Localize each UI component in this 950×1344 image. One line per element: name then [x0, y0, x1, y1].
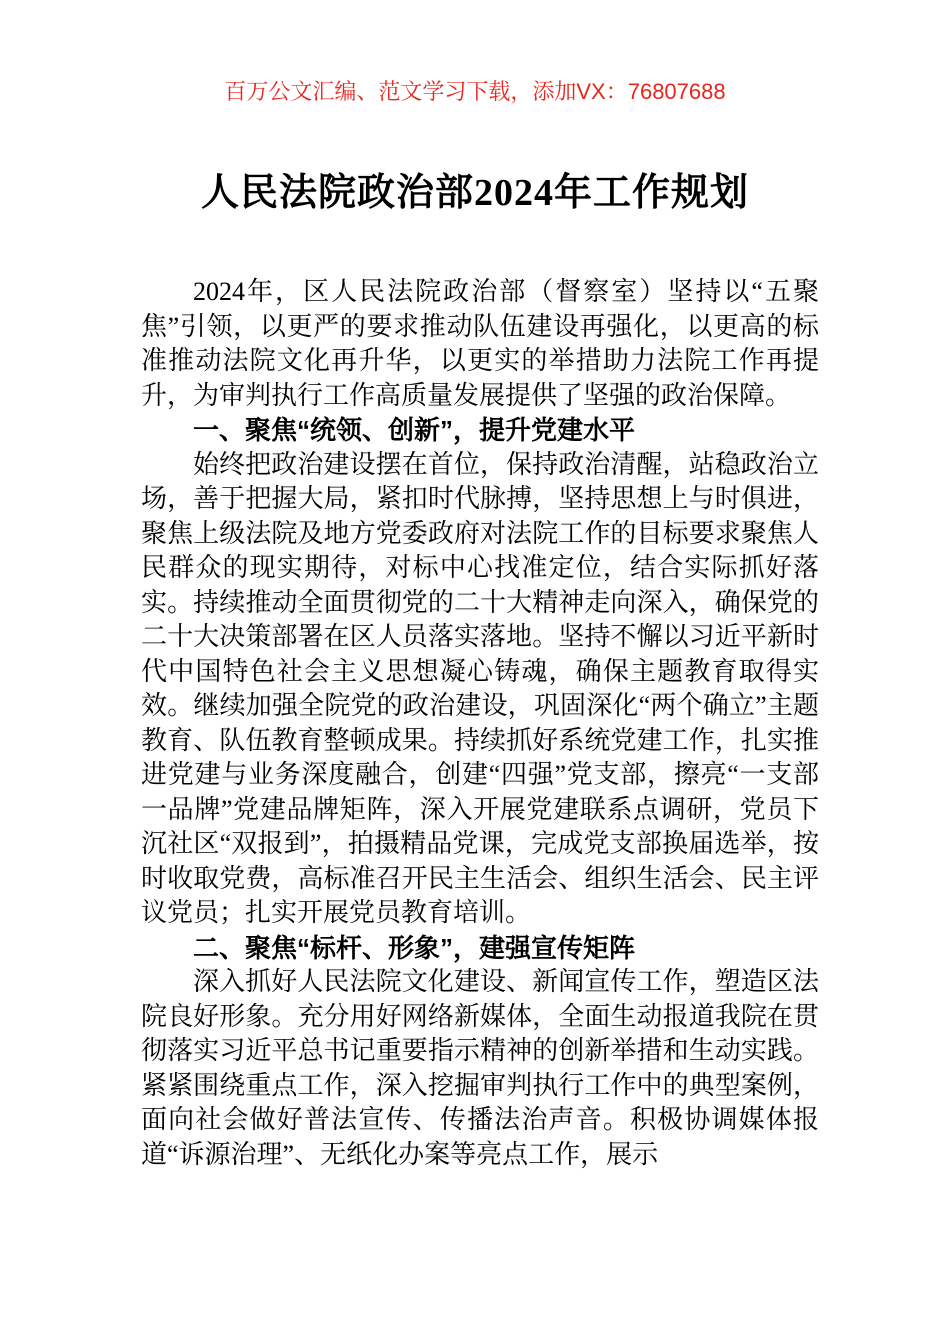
watermark-notice: 百万公文汇编、范文学习下载，添加VX：76807688 [224, 79, 726, 104]
document-body [141, 275, 819, 1172]
document-title: 人民法院政治部2024年工作规划 [200, 172, 749, 214]
body-paragraph: 2024年，区人民法院政治部（督察室）坚持以“五聚焦”引领，以更严的要求推动队伍建设再强化，以更高的标准推动法院文化再升华，以更实的举措助力法院工作再提升，为审判执行工作高质量发展提供了坚强的政治保障。 [141, 277, 819, 410]
body-paragraph: 深入抓好人民法院文化建设、新闻宣传工作，塑造区法院良好形象。充分用好网络新媒体，全面生动报道我院在贯彻落实习近平总书记重要指示精神的创新举措和生动实践。紧紧围绕重点工作，深入挖掘审判执行工作中的典型案例，面向社会做好普法宣传、传播法治声音。积极协调媒体报道“诉源治理”、无纸化办案等亮点工作，展示 [141, 967, 819, 1169]
section-heading: 二、聚焦“标杆、形象”，建强宣传矩阵 [193, 932, 636, 963]
section-heading: 一、聚焦“统领、创新”，提升党建水平 [193, 415, 636, 445]
body-paragraph: 始终把政治建设摆在首位，保持政治清醒，站稳政治立场，善于把握大局，紧扣时代脉搏，坚持思想上与时俱进，聚焦上级法院及地方党委政府对法院工作的目标要求聚焦人民群众的现实期待，对标中心找准定位，结合实际抓好落实。持续推动全面贯彻党的二十大精神走向深入，确保党的二十大决策部署在区人员落实落地。坚持不懈以习近平新时代中国特色社会主义思想凝心铸魂，确保主题教育取得实效。继续加强全院党的政治建设，巩固深化“两个确立”主题教育、队伍教育整顿成果。持续抓好系统党建工作，扎实推进党建与业务深度融合，创建“四强”党支部，擦亮“一支部一品牌”党建品牌矩阵，深入开展党建联系点调研，党员下沉社区“双报到”，拍摄精品党课，完成党支部换届选举，按时收取党费，高标准召开民主生活会、组织生活会、民主评议党员；扎实开展党员教育培训。 [141, 449, 819, 927]
